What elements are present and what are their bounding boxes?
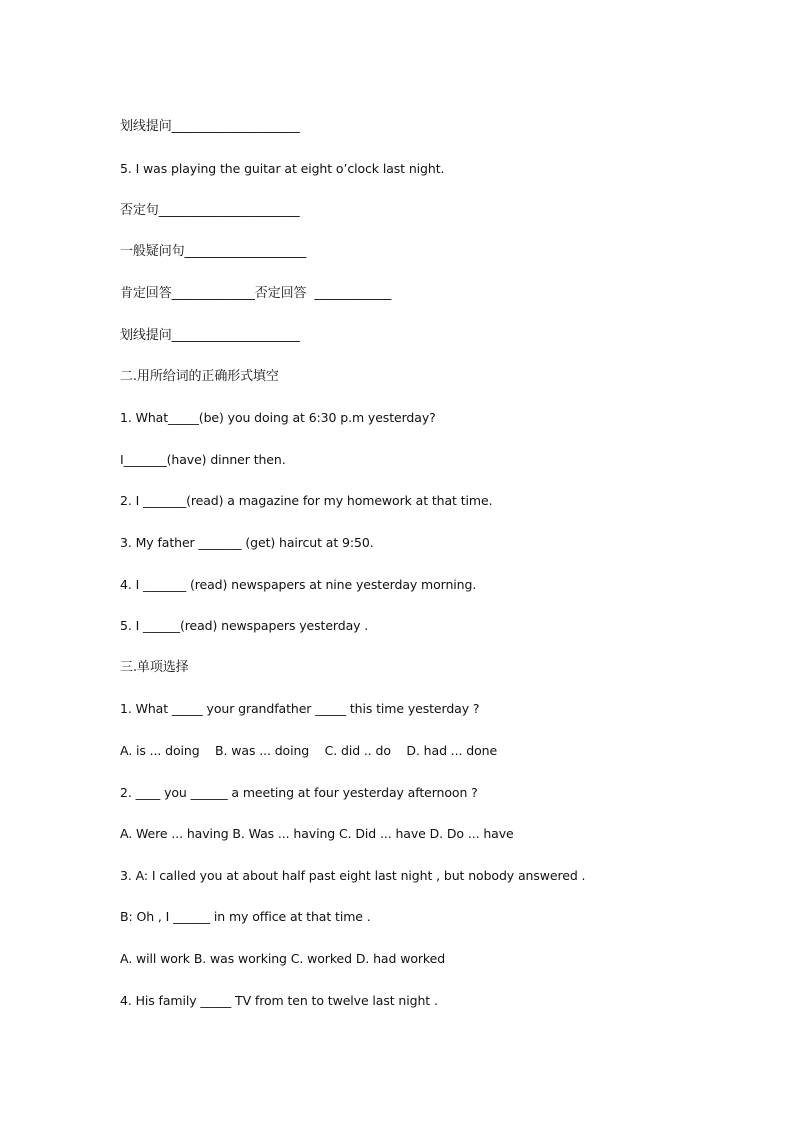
choice-options-1: A. is ... doing B. was ... doing C. did .. do D. had ... done: [120, 743, 498, 758]
choice-options-3: A. will work B. was working C. worked D. had worked: [120, 951, 446, 966]
yes-no-question-prompt: 一般疑问句___________________: [120, 244, 307, 259]
question-underline-prompt-2: 划线提问____________________: [120, 328, 300, 343]
negative-sentence-prompt: 否定句______________________: [120, 203, 300, 218]
section-heading-3: 三.单项选择: [120, 660, 189, 675]
fill-in-item-4: 4. I _______ (read) newspapers at nine yesterday morning.: [120, 577, 477, 592]
choice-options-2: A. Were ... having B. Was ... having C. Did ... have D. Do ... have: [120, 826, 514, 841]
choice-question-3-part-b: B: Oh , I ______ in my office at that time .: [120, 909, 371, 924]
fill-in-item-5: 5. I ______(read) newspapers yesterday .: [120, 618, 369, 633]
fill-in-item-1-answer: I_______(have) dinner then.: [120, 452, 286, 467]
fill-in-item-2: 2. I _______(read) a magazine for my homework at that time.: [120, 493, 493, 508]
section-heading-2: 二.用所给词的正确形式填空: [120, 369, 279, 384]
choice-question-4: 4. His family _____ TV from ten to twelve last night .: [120, 993, 438, 1008]
choice-question-3-part-a: 3. A: I called you at about half past eight last night , but nobody answered .: [120, 868, 586, 883]
choice-question-2: 2. ____ you ______ a meeting at four yesterday afternoon ?: [120, 785, 478, 800]
question-underline-prompt-1: 划线提问____________________: [120, 119, 300, 134]
question-item-5: 5. I was playing the guitar at eight o’clock last night.: [120, 161, 445, 176]
fill-in-item-3: 3. My father _______ (get) haircut at 9:50.: [120, 535, 374, 550]
choice-question-1: 1. What _____ your grandfather _____ this time yesterday ?: [120, 701, 480, 716]
fill-in-item-1: 1. What_____(be) you doing at 6:30 p.m yesterday?: [120, 410, 436, 425]
answers-prompt: 肯定回答_____________否定回答 ____________: [120, 286, 392, 301]
